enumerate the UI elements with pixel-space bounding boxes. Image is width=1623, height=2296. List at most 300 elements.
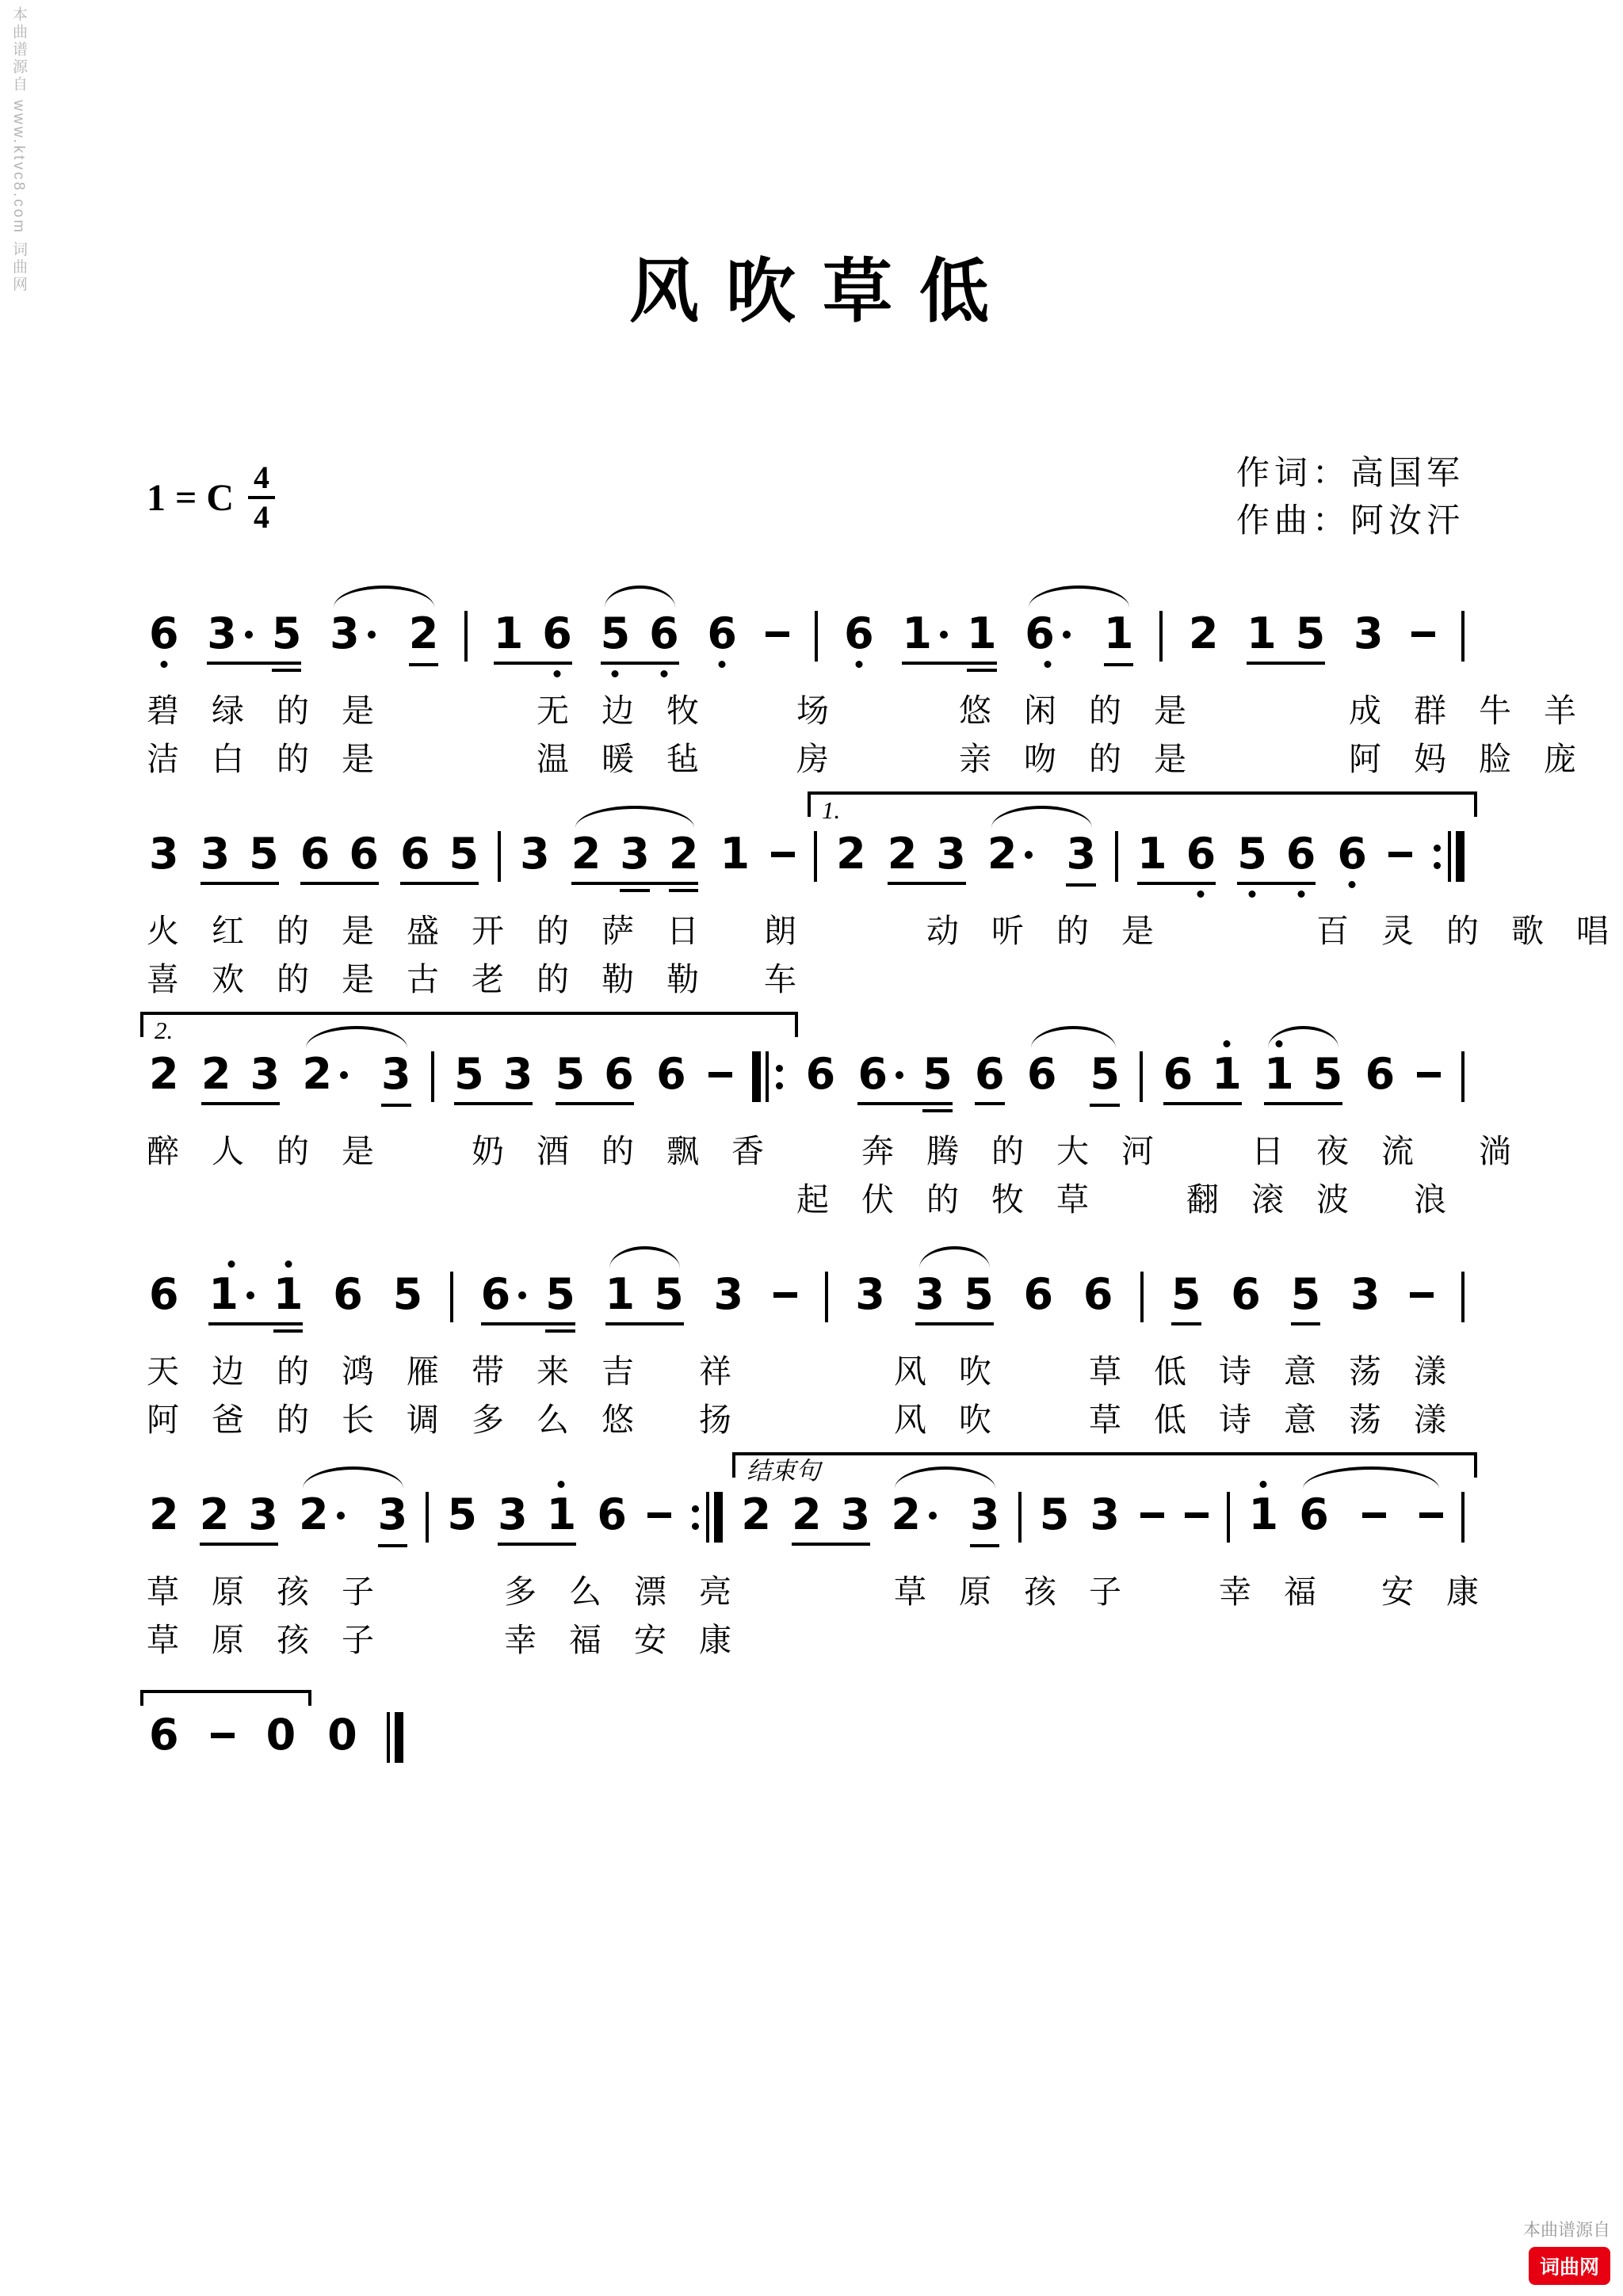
note [381,1051,411,1097]
slurred-note-group [985,831,1098,901]
duration-dash [647,1512,671,1518]
note-digit: 3 [1353,608,1384,658]
lyrics-row-1: 草 原 孩 子 多 么 漂 亮 草 原 孩 子 幸 福 安 康 [147,1573,1479,1610]
note-group [1386,831,1415,881]
note [392,1269,423,1319]
beam-underline [454,1102,533,1105]
note-group [594,1489,629,1562]
note-group [147,831,181,901]
note [806,1051,836,1097]
high-octave-dot [1223,1040,1230,1047]
note-group [1169,1269,1204,1341]
note-digit: 6 [349,829,379,879]
note [149,1269,179,1319]
slurred-note-group [327,608,441,681]
duration-dash [708,1072,732,1077]
sixteenth-underline [378,1544,408,1547]
duration-dash [1410,1292,1434,1298]
note-group [769,831,797,881]
note-digit: 2 [891,1489,921,1539]
repeat-end-barline [689,1492,723,1543]
lyrics-row-2: 起 伏 的 牧 草 翻 滚 波 浪 [147,1181,1446,1218]
note-group [1186,608,1221,681]
note [1337,831,1367,877]
notation-line [147,608,1465,687]
note-digit: 3 [1350,1269,1381,1319]
note [298,1489,345,1539]
note-digit: 1 [273,1269,304,1319]
slurred-note-group [569,831,701,901]
note-group [1022,1269,1056,1341]
note-digit: 5 [271,608,302,658]
note [208,1269,254,1319]
watermark-bottom [1523,2217,1610,2285]
note-group [1247,1489,1281,1562]
bar-thin [825,1272,828,1322]
note [1313,1051,1343,1097]
beam-underline [201,1102,280,1105]
note [1023,1269,1054,1319]
barline [1461,611,1465,662]
note [1027,1051,1057,1097]
augmentation-dot [896,1071,903,1079]
note-group [1138,1492,1167,1542]
note-group [1161,1051,1244,1121]
sixteenth-underline [272,669,302,672]
low-octave-dot [1349,881,1356,888]
note-digit: 6 [597,1489,627,1539]
note-digit: 3 [969,1489,1000,1539]
beam-underline [888,882,966,885]
note-digit: 6 [542,608,572,658]
note [200,831,231,877]
note-digit: 2 [571,829,601,879]
note-digit: 6 [1023,1269,1054,1319]
note [503,1051,533,1097]
augmentation-dot [337,1512,345,1520]
note-digit: 1 [1247,608,1277,658]
note-group [1409,611,1438,661]
repeat-end-barline [1431,831,1465,882]
note [1299,1489,1329,1539]
note-digit: 6 [149,1710,179,1760]
sixteenth-underline [620,889,650,892]
beam-underline [481,1322,575,1325]
note [647,1492,671,1518]
repeat-dots [1434,831,1441,882]
volta-label: 1. [822,796,841,824]
barline [1018,1492,1022,1543]
note-group [491,608,575,681]
note-digit: 3 [713,1269,744,1319]
slurred-note-group [1296,1489,1445,1562]
repeat-dots [776,1051,783,1102]
note [1350,1269,1381,1319]
note [771,831,795,857]
note [1140,1492,1164,1518]
note [888,831,918,877]
note [1231,1269,1261,1319]
barline [1140,1051,1143,1102]
note [975,1051,1005,1097]
note [891,1489,937,1539]
sixteenth-underline [669,889,699,892]
bar-thin [1140,1272,1144,1322]
note-digit: 1 [546,1489,577,1539]
beam-underline [1137,882,1216,885]
duration-dash [1417,1072,1441,1077]
note-digit: 5 [555,1049,586,1099]
barline [450,1272,453,1322]
note-digit: 3 [250,1049,281,1099]
note [408,608,439,658]
note-group [885,831,968,901]
note [1417,1051,1441,1077]
beam-underline [792,1543,870,1546]
beam-underline [400,882,479,885]
high-octave-dot [228,1261,235,1268]
note [1170,1269,1201,1319]
bar-thin [1227,1492,1230,1543]
high-octave-dot [285,1261,292,1268]
note-digit: 2 [302,1049,332,1099]
duration-dash [1185,1512,1209,1518]
beam-underline [902,662,996,665]
tie-bracket [140,1690,311,1706]
duration-dash [1419,1512,1443,1518]
note [1090,1489,1120,1539]
note-group [325,1712,360,1782]
barline [1461,1272,1465,1322]
note [836,831,866,877]
note [922,1051,953,1097]
credits [1236,450,1465,545]
duration-dash [1362,1512,1386,1518]
final-barline [387,1712,403,1763]
note [377,1489,408,1539]
note-digit: 3 [620,829,650,879]
slurred-note-group [603,1269,686,1341]
note-digit: 5 [392,1269,423,1319]
note-digit: 3 [248,1489,278,1539]
note-group [763,611,792,661]
note [1090,1051,1120,1097]
note [400,831,430,877]
note-digit: 5 [1090,1049,1120,1099]
note [480,1269,527,1319]
low-octave-dot [855,661,862,668]
note [604,1051,634,1097]
bar-thin [1461,611,1465,662]
note-group [717,831,752,901]
note-digit: 6 [333,1269,363,1319]
note [1212,1051,1242,1097]
note [1411,611,1435,637]
note-group [1348,1269,1383,1341]
bar-thin [766,1051,769,1102]
note [498,1489,528,1539]
beam-underline [556,1102,634,1105]
note [546,1489,577,1539]
sixteenth-underline [545,1329,575,1333]
note-group [1182,1492,1211,1542]
augmentation-dot [929,1512,937,1520]
volta-bracket [140,1012,798,1044]
note-digit: 1 [1248,1489,1279,1539]
note [273,1269,304,1319]
bar-thin [426,1492,429,1543]
note [300,831,330,877]
note-digit: 3 [498,1489,528,1539]
note-digit: 5 [1039,1489,1070,1539]
note-digit: 2 [298,1489,329,1539]
note [542,608,572,658]
bar-thin [464,611,468,662]
note-group [1037,1489,1072,1562]
note-digit: 2 [836,829,866,879]
augmentation-dot [245,631,253,639]
barline [1461,1051,1465,1102]
meter-numerator: 4 [254,460,270,495]
sixteenth-underline [381,1104,411,1107]
note-digit: 6 [1285,829,1316,879]
note-digit: 3 [936,829,966,879]
note [1419,1492,1443,1518]
note [201,1051,231,1097]
beam-underline [1247,662,1325,665]
barline [464,611,468,662]
note-digit: 1 [493,608,524,658]
note [1163,1051,1193,1097]
note-digit: 2 [199,1489,230,1539]
volta-bracket [732,1452,1477,1485]
note-digit: 1 [208,1269,239,1319]
note-digit: 5 [249,829,279,879]
note-group [1081,1269,1116,1341]
note-digit: 6 [857,1049,888,1099]
bar-thin [498,831,501,882]
note-group [553,1051,636,1121]
note [720,831,750,877]
note [766,611,789,637]
watermark-bottom-text: 本曲谱源自 [1522,2220,1610,2240]
note-digit: 1 [1103,608,1134,658]
note-digit: 5 [454,1049,484,1099]
note [199,1489,230,1539]
note-digit: 6 [399,829,430,879]
note-group [1335,831,1369,901]
system-4 [147,1227,1465,1444]
note-digit: 6 [300,829,330,879]
note-digit: 6 [707,608,737,658]
system-2 [147,787,1609,1004]
note [966,608,997,658]
note [1186,831,1216,877]
note-digit: 2 [1188,608,1219,658]
note-digit: 3 [520,829,550,879]
beam-underline [498,1543,576,1546]
barline [1140,1272,1144,1322]
bar-thin [1461,1272,1465,1322]
note-digit: 3 [330,608,360,658]
bar-thin [1140,1051,1143,1102]
beam-underline [207,662,301,665]
note-group [1351,608,1386,681]
note [327,1712,357,1758]
note-digit: 6 [1163,1049,1193,1099]
note-group [495,1489,579,1562]
note [1353,608,1384,658]
note [266,1712,296,1758]
score-header [147,450,1465,545]
note [1365,1051,1396,1097]
beam-underline [601,662,679,665]
duration-dash [1411,631,1435,637]
bar-thin [387,1712,390,1763]
note-digit: 5 [545,1269,575,1319]
beam-underline [1264,1102,1342,1105]
note-digit: 6 [149,608,179,658]
note-group [147,1489,181,1562]
note-group [804,1051,838,1121]
sixteenth-underline [1090,1104,1120,1107]
note [792,1489,822,1539]
note [1066,831,1096,877]
note-digit: 1 [605,1269,636,1319]
bar-thick [752,1051,761,1102]
beam-underline [915,1322,994,1325]
note-group [972,1051,1007,1121]
barline [1227,1492,1230,1543]
beam-underline [975,1102,1005,1105]
note [964,1269,994,1319]
beam-underline [571,882,699,885]
slurred-note-group [888,1489,1002,1562]
meter-denominator: 4 [254,499,270,535]
note [1188,608,1219,658]
note-group [298,831,381,901]
note-digit: 6 [656,1049,686,1099]
notation-line [147,831,1465,907]
note-group [842,608,876,681]
note [249,831,279,877]
note [149,1712,179,1758]
high-octave-dot [1275,1040,1282,1047]
score-body [147,566,1609,1791]
key-signature [147,462,275,533]
low-octave-dot [1297,891,1304,898]
note [773,1272,797,1298]
volta-bracket [808,791,1477,824]
note [620,831,650,877]
note-digit: 6 [1083,1269,1113,1319]
note-group [705,608,739,681]
note-group [479,1269,578,1341]
note-group [208,1712,237,1762]
note [707,608,737,658]
note-digit: 5 [654,1269,684,1319]
note-digit: 2 [987,829,1018,879]
lyrics-row-1: 碧 绿 的 是 无 边 牧 场 悠 闲 的 是 成 群 牛 羊 [147,692,1576,729]
note-digit: 3 [200,829,231,879]
barline [431,1051,434,1102]
duration-dash [773,1292,797,1298]
note [1286,831,1316,877]
note-group [711,1269,746,1341]
note-digit: 1 [1137,829,1167,879]
note [1185,1492,1209,1518]
note [1083,1269,1113,1319]
note [493,608,524,658]
note-digit: 3 [377,1489,408,1539]
note-group [199,1051,282,1121]
bar-thin [1461,1051,1465,1102]
note-digit: 5 [1170,1269,1201,1319]
note-group [789,1489,873,1562]
note [987,831,1033,877]
note-digit: 3 [1066,829,1097,879]
key-text: 1 = C [147,476,235,519]
high-octave-dot [1260,1481,1267,1488]
note [556,1051,586,1097]
sixteenth-underline [1066,883,1096,887]
note-group [1289,1269,1323,1341]
bar-thin [1159,611,1163,662]
note-group [834,831,869,901]
note-digit: 2 [408,608,439,658]
note-digit: 2 [149,1049,179,1099]
note [708,1051,732,1077]
system-1 [147,566,1576,784]
note [669,831,699,877]
notation-line [147,1712,1465,1788]
note [330,608,376,658]
slurred-note-group [913,1269,996,1341]
note-group [853,1269,888,1341]
note-group [264,1712,299,1782]
note-digit: 2 [792,1489,822,1539]
beam-underline [200,1543,278,1546]
note-digit: 6 [649,608,679,658]
bar-thin [1448,831,1451,882]
lyrics-row-2: 喜 欢 的 是 古 老 的 勒 勒 车 [147,961,796,997]
sixteenth-underline [273,1329,304,1333]
slurred-note-group [1262,1051,1345,1121]
note-group [1415,1051,1443,1101]
notation-line [147,1051,1465,1127]
note [1362,1492,1386,1518]
sixteenth-underline [409,663,439,666]
note-group [206,1269,305,1341]
low-octave-dot [1197,891,1205,898]
rest-digit: 0 [327,1710,357,1760]
note [149,831,179,877]
augmentation-dot [1025,851,1033,859]
low-octave-dot [719,661,726,668]
note [855,1269,885,1319]
note [349,831,379,877]
duration-dash [1140,1512,1164,1518]
note-digit: 5 [449,829,479,879]
high-octave-dot [558,1481,565,1488]
augmentation-dot [518,1291,526,1299]
note-digit: 2 [741,1489,771,1539]
augmentation-dot [246,1291,254,1299]
barline [1115,831,1118,882]
bar-thin [1018,1492,1022,1543]
note [302,1051,348,1097]
note-group [706,1051,735,1101]
